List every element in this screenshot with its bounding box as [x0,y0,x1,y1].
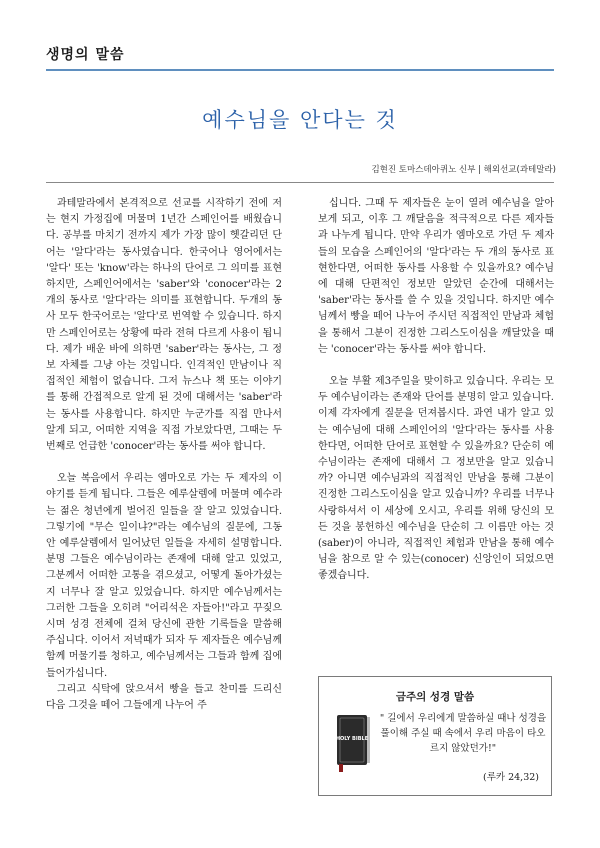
verse-box-title: 금주의 성경 말씀 [395,691,475,703]
left-column [46,196,282,714]
right-column [318,196,554,601]
paragraph: 과테말라에서 본격적으로 선교를 시작하기 전에 저는 현지 가정집에 머물며 1년간 스페인어를 배웠습니다. 공부를 마치기 전까지 제가 가장 많이 헷갈리던 단어는 '알다'라는 동사였습니다. 한국어나 영어에서는 '알다' 또는 'know'라는 하나의 단어로 그 의미를 표현하지만, 스페인어에서는 'saber'와 'conocer'라는 2개의 동사로 '알다'라는 의미를 표현합니다. 두개의 동사 모두 한국어로는 '알다'로 번역할 수 있습니다. 하지만 스페인어로는 상황에 따라 전혀 다르게 사용이 됩니다. 제가 배운 바에 의하면 'saber'라는 동사는, 그 정보 자체를 그냥 아는 것입니다. 인격적인 만남이나 직접적인 체험이 없습니다. 그저 뉴스나 책 또는 이야기를 통해 간접적으로 알게 된 것에 대해서는 'saber'라는 동사를 사용합니다. 하지만 누군가를 직접 만나서 알게 되고, 어떠한 지역을 직접 가보았다면, 그때는 두 번째로 언급한 'conocer'라는 동사를 써야 합니다. [46,198,282,453]
paragraph: 그리고 식탁에 앉으셔서 빵을 들고 찬미를 드리신 다음 그것을 떼어 그들에게 나누어 주 [46,683,282,712]
byline-rule [46,182,554,183]
section-label: 생명의 말씀 [46,47,125,63]
page-header [0,0,600,80]
verse-reference: (루카 24,32) [483,772,539,783]
bible-icon-label: HOLY BIBLE [335,736,369,742]
paragraph: 십니다. 그때 두 제자들은 눈이 열려 예수님을 알아보게 되고, 이후 그 깨달음을 적극적으로 다른 제자들과 나누게 됩니다. 만약 우리가 엠마오로 가던 두 제자들의 모습을 스페인어의 '알다'라는 두 개의 동사로 표현한다면, 어떠한 동사를 사용할 수 있을까요? 예수님에 대해 단편적인 정보만 알았던 순간에 대해서는 'saber'라는 동사를 쓸 수 있을 것입니다. 하지만 예수님께서 빵을 떼어 나누어 주시던 직접적인 만남과 체험을 통해서 그분이 진정한 그리스도이심을 깨달았을 때는 'conocer'라는 동사를 써야 합니다. [318,198,554,355]
weekly-verse-box [318,676,552,796]
article-title: 예수님을 안다는 것 [202,108,398,132]
header-rule [46,69,554,71]
verse-text: " 길에서 우리에게 말씀하실 때나 성경을 풀이해 주실 때 속에서 우리 마음이 타오르지 않았던가!" [379,713,547,754]
paragraph: 오늘 부활 제3주일을 맞이하고 있습니다. 우리는 모두 예수님이라는 존재와 단어를 분명히 알고 있습니다. 이제 각자에게 질문을 던져봅시다. 과연 내가 알고 있는 예수님에 대해 스페인어의 '알다'라는 동사를 사용한다면, 어떠한 단어로 표현할 수 있을까요? 단순히 예수님이라는 존재에 대해서 그 정보만을 알고 있습니까? 아니면 예수님과의 직접적인 만남을 통해 그분이 진정한 그리스도이심을 알고 있습니까? 우리를 너무나 사랑하셔서 이 세상에 오시고, 우리를 위해 당신의 모든 것을 봉헌하신 예수님을 단순히 그 이름만 아는 것(saber)이 아니라, 직접적인 체험과 만남을 통해 예수님을 참으로 알 수 있는(conocer) 신앙인이 되었으면 좋겠습니다. [318,376,554,582]
paragraph: 오늘 복음에서 우리는 엠마오로 가는 두 제자의 이야기를 듣게 됩니다. 그들은 예루살렘에 머물며 예수라는 젊은 청년에게 벌어진 일들을 잘 알고 있었습니다. 그렇기에 "무슨 일이냐?"라는 예수님의 질문에, 그동안 예루살렘에서 일어났던 일들을 자세히 설명합니다. 분명 그들은 예수님이라는 존재에 대해 알고 있었고, 그분께서 어떠한 고통을 겪으셨고, 어떻게 돌아가셨는지 너무나 잘 알고 있었습니다. 하지만 예수님께서는 그러한 그들을 오히려 "어리석은 자들아!"라고 꾸짖으시며 성경 전체에 걸쳐 당신에 관한 기록들을 말씀해 주십니다. 이어서 저녁때가 되자 두 제자들은 예수님께 함께 머물기를 청하고, 예수님께서는 그들과 함께 집에 들어가십니다. [46,473,282,679]
author-byline: 김현진 토마스데아퀴노 신부 | 해외선교(과테말라) [371,165,556,175]
bible-icon [333,712,373,774]
